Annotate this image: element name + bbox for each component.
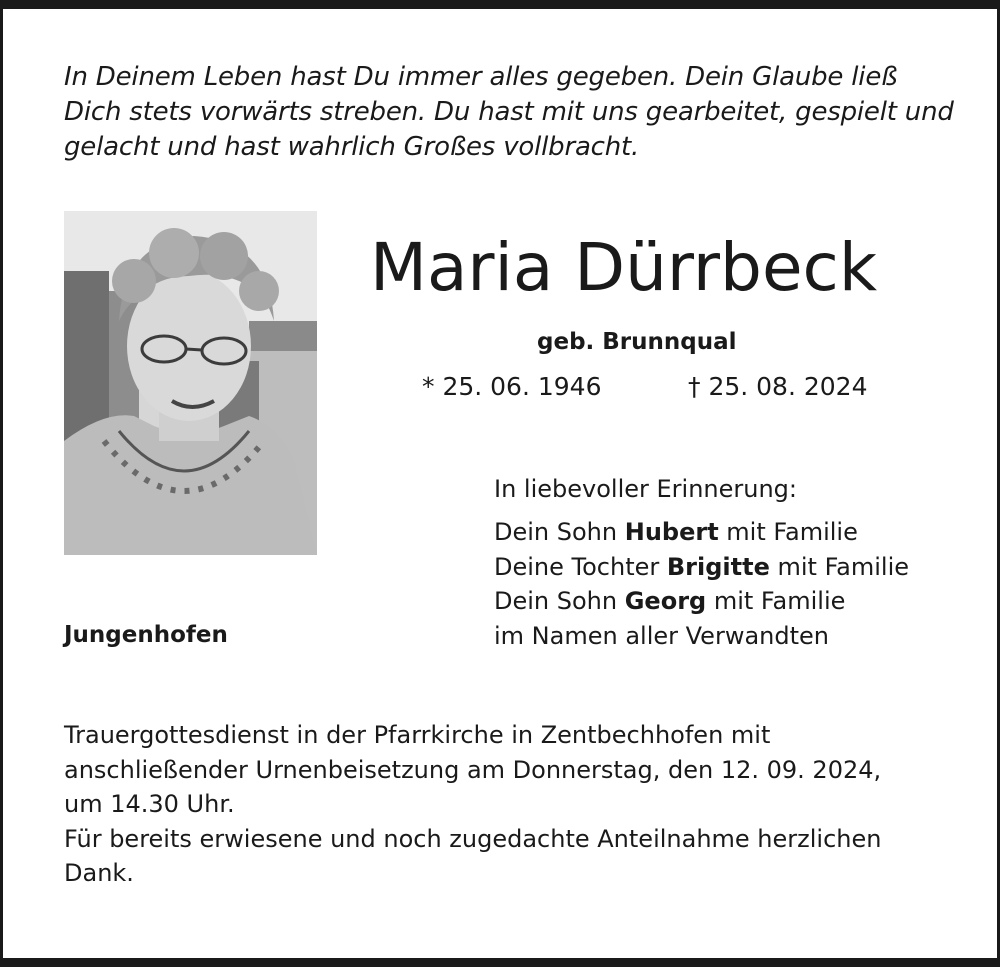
- portrait-photo: [64, 211, 317, 555]
- mourner-line: Dein Sohn Hubert mit Familie: [494, 518, 858, 546]
- quote-line: gelacht und hast wahrlich Großes vollbracht.: [64, 132, 640, 162]
- memory-heading: In liebevoller Erinnerung:: [494, 475, 797, 503]
- service-line: Trauergottesdienst in der Pfarrkirche in Zentbechhofen mit: [64, 721, 771, 749]
- mourner-closing: im Namen aller Verwandten: [494, 621, 829, 650]
- deceased-name: Maria Dürrbeck: [370, 229, 878, 306]
- mourner-line: Dein Sohn Georg mit Familie: [494, 587, 846, 615]
- maiden-name: geb. Brunnqual: [537, 329, 737, 355]
- service-line: Für bereits erwiesene und noch zugedachte Anteilnahme herzlichen: [64, 824, 882, 853]
- mourner-list: [494, 515, 909, 653]
- memorial-quote: [64, 60, 954, 165]
- portrait-illustration: [64, 211, 317, 555]
- mourner-name: Brigitte: [666, 552, 770, 581]
- service-line: anschließender Urnenbeisetzung am Donnerstag, den 12. 09. 2024,: [64, 755, 882, 784]
- birth-date: * 25. 06. 1946: [422, 372, 602, 401]
- service-details: [64, 718, 944, 891]
- mourner-name: Hubert: [624, 518, 719, 546]
- death-date: † 25. 08. 2024: [688, 372, 868, 401]
- service-line: um 14.30 Uhr.: [64, 790, 235, 818]
- mourner-name: Georg: [624, 587, 707, 615]
- quote-line: In Deinem Leben hast Du immer alles gegeben. Dein Glaube ließ: [64, 62, 898, 92]
- service-line: Dank.: [64, 859, 134, 887]
- hometown: Jungenhofen: [64, 622, 228, 648]
- mourner-line: Deine Tochter Brigitte mit Familie: [494, 552, 910, 581]
- quote-line: Dich stets vorwärts streben. Du hast mit uns gearbeitet, gespielt und: [64, 97, 954, 127]
